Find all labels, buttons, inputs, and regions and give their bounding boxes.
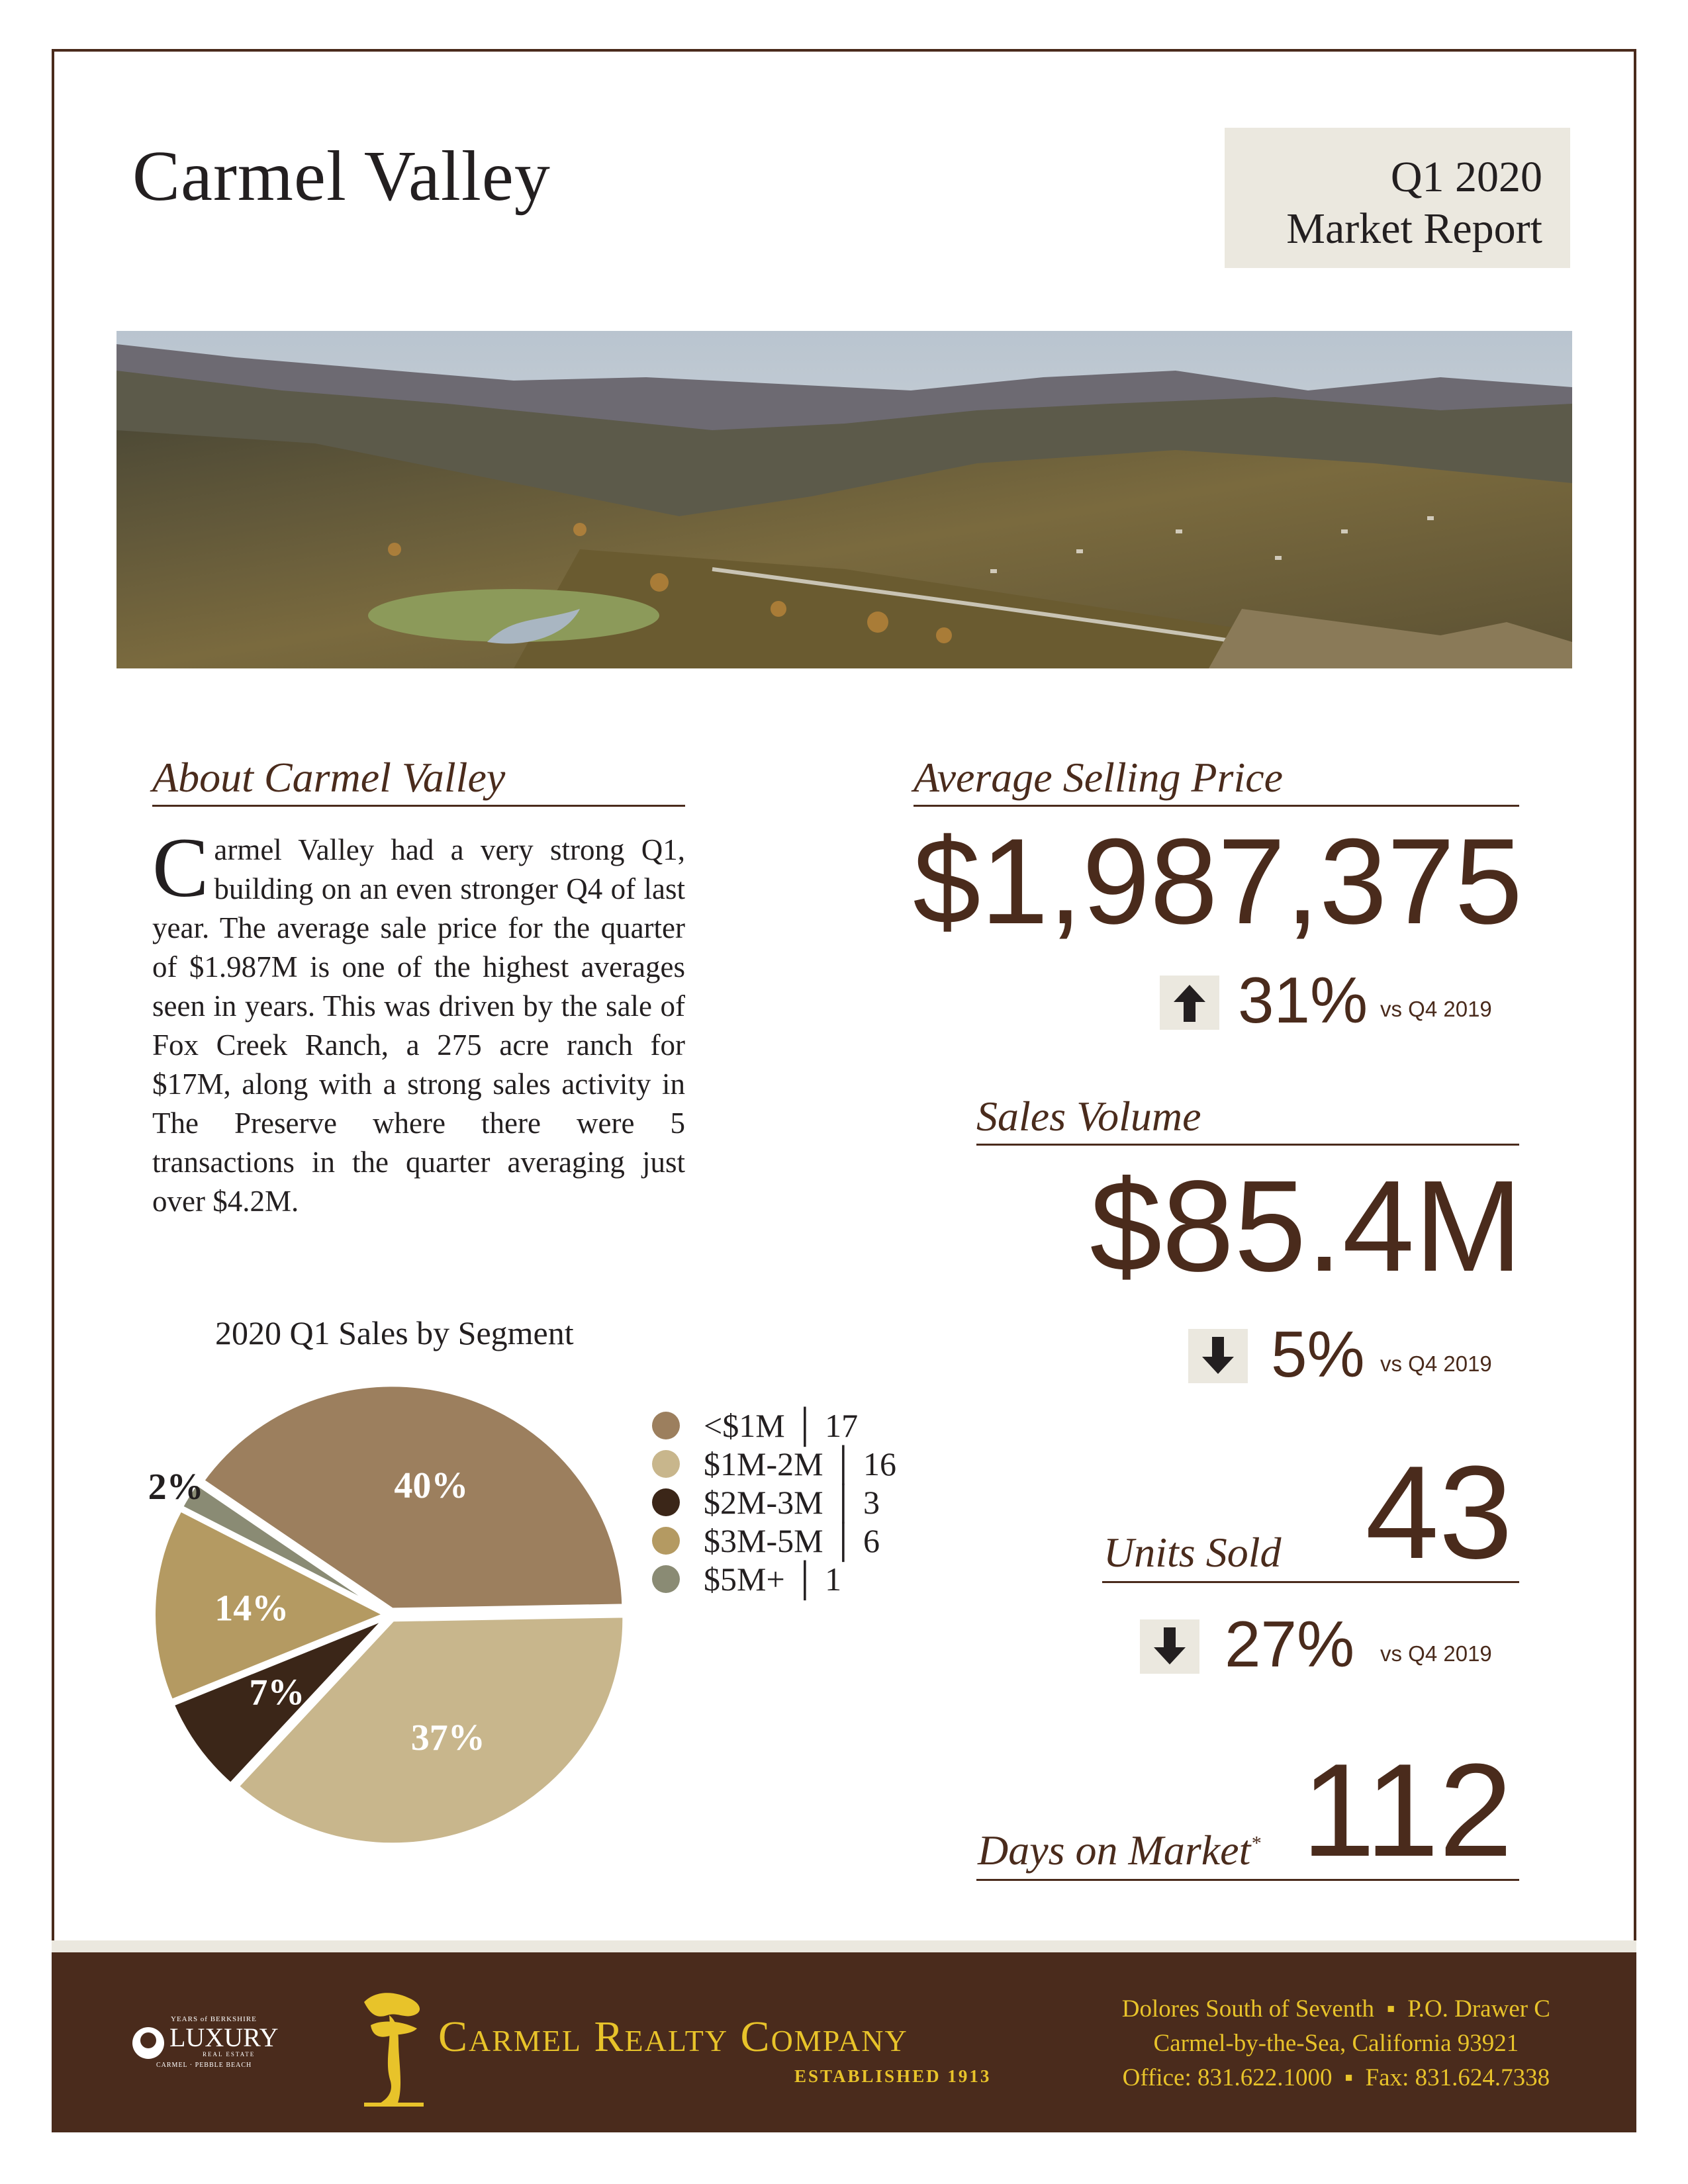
address-line-1: Dolores South of Seventh ▪ P.O. Drawer C	[1121, 1995, 1550, 2023]
avg-price-heading: Average Selling Price	[914, 753, 1519, 807]
pie-label-4: 14%	[214, 1588, 289, 1629]
footnote-mark: *	[1250, 1832, 1261, 1854]
units-sold-label: Units Sold	[1103, 1529, 1282, 1576]
chart-title: 2020 Q1 Sales by Segment	[215, 1314, 574, 1351]
luxury-sub: REAL ESTATE	[203, 2051, 256, 2058]
luxury-tagline: YEARS of BERKSHIRE	[171, 2015, 257, 2023]
avg-price-value: $1,987,375	[913, 813, 1523, 949]
about-heading: About Carmel Valley	[152, 753, 685, 807]
legend-label: $2M-3M │ 3	[704, 1484, 880, 1521]
about-body	[152, 821, 685, 1221]
units-sold-change: 27%	[1225, 1608, 1355, 1680]
report-period: Q1 2020	[1390, 153, 1542, 201]
legend-label: $5M+ │ 1	[704, 1561, 842, 1598]
chart-legend	[652, 1406, 896, 1598]
avg-price-comparison: vs Q4 2019	[1380, 997, 1492, 1021]
segment-pie-chart	[132, 1357, 649, 1873]
report-period-box	[1225, 128, 1570, 268]
days-on-market-value: 112	[1301, 1737, 1513, 1884]
hero-landscape-photo	[117, 331, 1572, 668]
sales-volume-value: $85.4M	[1090, 1154, 1523, 1298]
legend-item-2	[652, 1445, 896, 1483]
avg-price-arrow-box	[1160, 976, 1219, 1030]
legend-label: <$1M │ 17	[704, 1407, 859, 1444]
legend-item-4	[652, 1522, 896, 1560]
pie-label-5: 2%	[148, 1467, 204, 1508]
sales-volume-arrow-box	[1188, 1329, 1248, 1383]
about-text: armel Valley had a very strong Q1, building on an even stronger Q4 of last year. The average sale price for the quarter of $1.987M is one of the highest averages seen in years. This was driven by the sale of Fox Creek Ranch, a 275 acre ranch for $17M, along with a strong sales activity in The Preserve where there were 5 transactions in the quarter averaging just over $4.2M.	[152, 833, 685, 1218]
contact-line: Office: 831.622.1000 ▪ Fax: 831.624.7338	[1122, 2064, 1550, 2091]
days-on-market-label: Days on Market*	[978, 1827, 1261, 1874]
arrow-down-icon	[1140, 1619, 1199, 1674]
page-title: Carmel Valley	[132, 137, 551, 216]
units-sold-value: 43	[1365, 1439, 1513, 1586]
address-line-2: Carmel-by-the-Sea, California 93921	[1153, 2030, 1519, 2057]
bullet-icon: ▪	[1380, 1995, 1401, 2023]
sales-volume-change: 5%	[1271, 1318, 1365, 1390]
luxury-locations: CARMEL · PEBBLE BEACH	[156, 2062, 252, 2069]
legend-swatch	[652, 1412, 680, 1439]
pie-label-3: 7%	[249, 1672, 305, 1713]
legend-label: $1M-2M │ 16	[704, 1445, 896, 1482]
legend-label: $3M-5M │ 6	[704, 1522, 880, 1559]
legend-swatch	[652, 1450, 680, 1478]
legend-swatch	[652, 1527, 680, 1555]
arrow-down-icon	[1188, 1329, 1248, 1383]
legend-item-1	[652, 1406, 896, 1445]
units-sold-comparison: vs Q4 2019	[1380, 1641, 1492, 1666]
sales-volume-heading: Sales Volume	[976, 1092, 1519, 1146]
legend-item-5	[652, 1560, 896, 1598]
sales-volume-comparison: vs Q4 2019	[1380, 1351, 1492, 1376]
footer-stripe	[52, 1940, 1636, 1952]
units-sold-row	[1102, 1439, 1519, 1586]
avg-price-change: 31%	[1238, 964, 1368, 1036]
legend-swatch	[652, 1488, 680, 1516]
company-established: ESTABLISHED 1913	[794, 2066, 992, 2086]
arrow-up-icon	[1160, 976, 1219, 1030]
luxury-word: LUXURY	[169, 2023, 279, 2052]
report-label: Market Report	[1286, 205, 1542, 253]
pie-label-2: 37%	[410, 1717, 485, 1758]
pie-label-1: 40%	[394, 1465, 469, 1506]
legend-swatch	[652, 1565, 680, 1593]
days-on-market-row	[976, 1737, 1519, 1884]
legend-item-3	[652, 1483, 896, 1522]
company-name: Carmel Realty Company	[438, 2013, 908, 2061]
cypress-tree-logo-icon	[357, 1989, 430, 2108]
bullet-icon: ▪	[1338, 2064, 1360, 2091]
company-address	[1122, 1992, 1550, 2095]
units-sold-arrow-box	[1140, 1619, 1199, 1674]
about-dropcap: C	[152, 821, 209, 915]
